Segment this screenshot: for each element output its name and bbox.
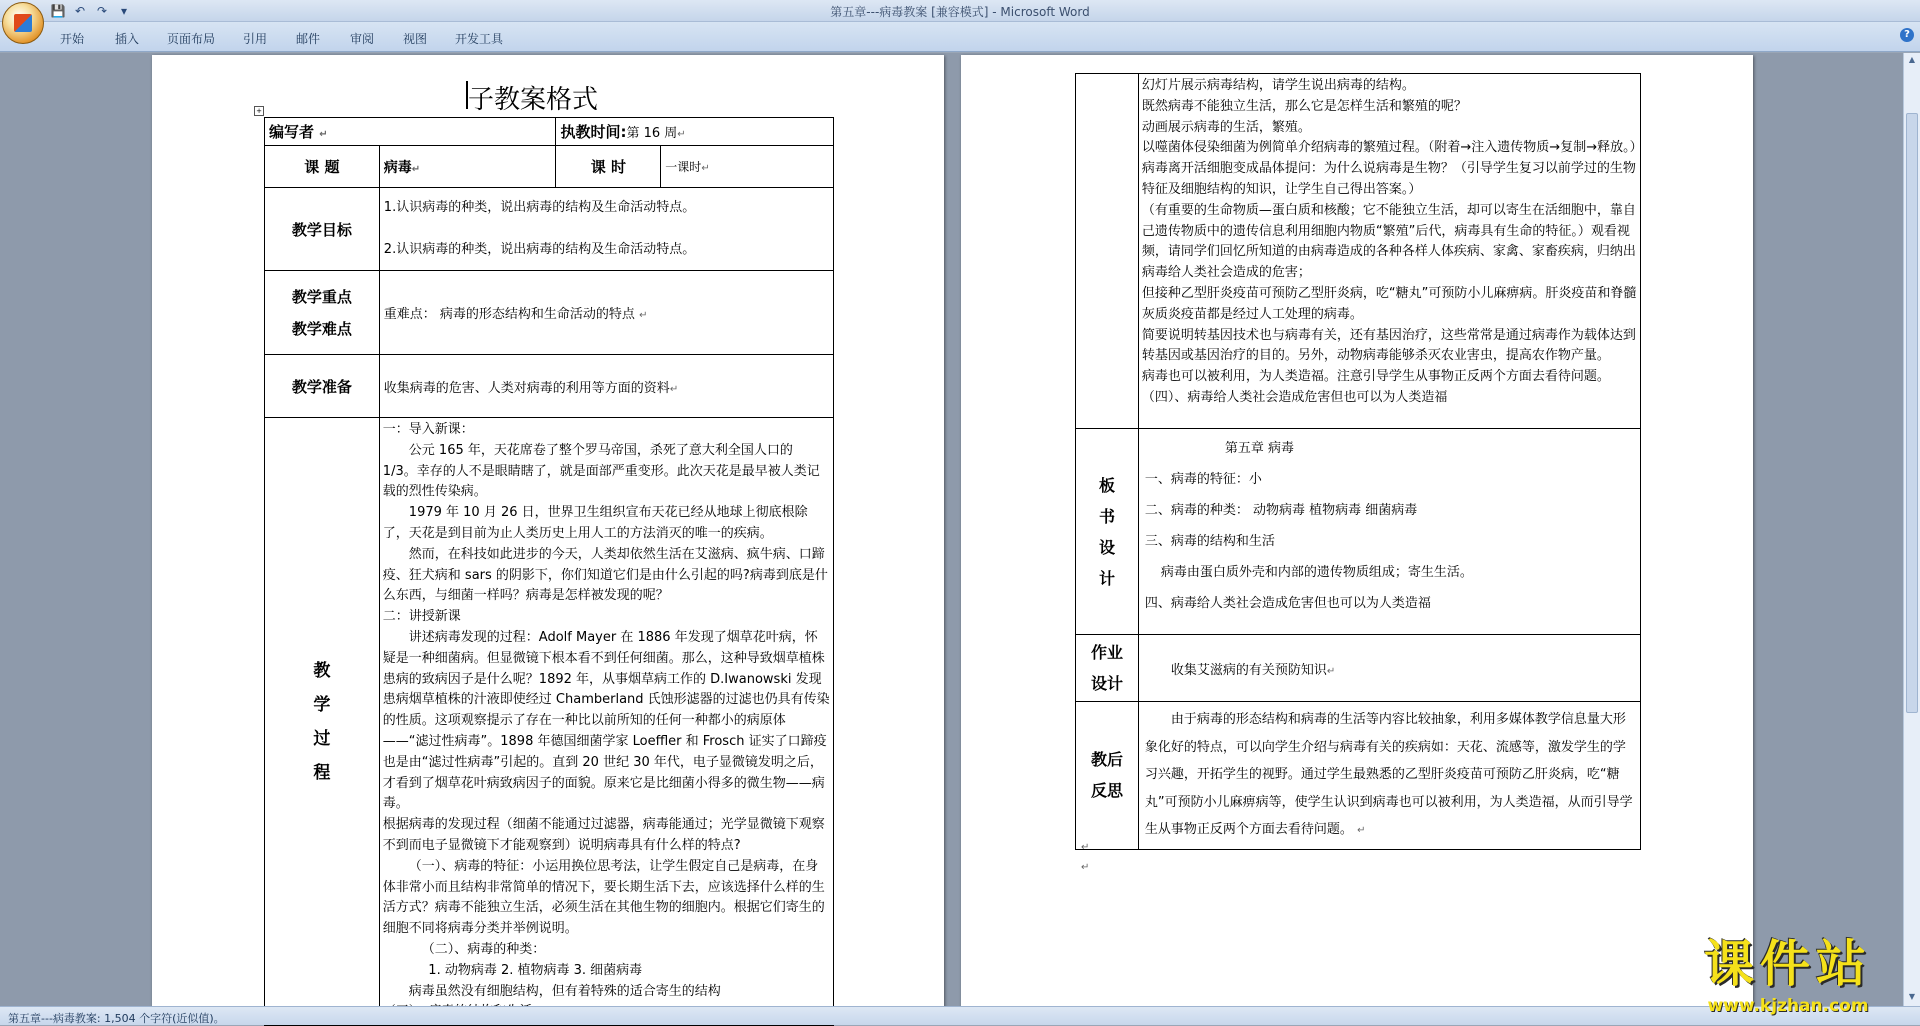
process-para: 1. 动物病毒 2. 植物病毒 3. 细菌病毒 bbox=[428, 962, 643, 978]
process-para: 根据病毒的发现过程（细菌不能通过过滤器，病毒能通过；光学显微镜下观察不到而电子显微镜下才能观察到）说明病毒具有什么样的特点? bbox=[382, 817, 825, 853]
process-para: （一）、病毒的特征：小运用换位思考法，让学生假定自己是病毒，在身体非常小而且结构非常简单的情况下，要长期生活下去，应该选择什么样的生活方式？病毒不能独立生活，必须生活在其他生物的细胞内。根据它们寄生的细胞不同将病毒分类并举例说明。 bbox=[382, 858, 825, 937]
tab-developer[interactable]: 开发工具 bbox=[455, 32, 504, 46]
process-para: （四）、病毒给人类社会造成危害但也可以为人类造福 bbox=[1141, 389, 1448, 405]
board-line: 二、病毒的种类： 动物病毒 植物病毒 细菌病毒 bbox=[1144, 503, 1418, 518]
process-para: 1979 年 10 月 26 日，世界卫生组织宣布天花已经从地球上彻底根除了，天花是到目前为止人类历史上用人工的方法消灭的唯一的疾病。 bbox=[382, 505, 808, 541]
key-value-cell: 重难点： 病毒的形态结构和生命活动的特点 ↵ bbox=[379, 271, 833, 355]
process-para: 既然病毒不能独立生活，那么它是怎样生活和繁殖的呢？ bbox=[1141, 98, 1467, 114]
watermark-url: www.kjzhan.com bbox=[1707, 996, 1869, 1016]
lesson-plan-table-continued bbox=[1075, 73, 1641, 850]
scrollbar-thumb[interactable] bbox=[1906, 113, 1918, 713]
prep-label: 教学准备 bbox=[265, 355, 380, 418]
status-bar bbox=[0, 1006, 1920, 1025]
paragraph-mark: ↵ bbox=[1081, 842, 1090, 853]
doc-title: 子教案格式 bbox=[468, 85, 599, 115]
paragraph-mark: ↵ bbox=[1081, 862, 1090, 873]
board-label-cell bbox=[1076, 429, 1139, 635]
process-para: 但接种乙型肝炎疫苗可预防乙型肝炎病，吃“糖丸”可预防小儿麻痹病。肝炎疫苗和脊髓灰质炎疫苗都是经过人工处理的病毒。 bbox=[1141, 285, 1637, 322]
key-value: 重难点： 病毒的形态结构和生命活动的特点 bbox=[383, 307, 635, 322]
document-page-2 bbox=[961, 55, 1753, 1010]
process-label-cell-cont bbox=[1076, 74, 1139, 429]
process-para: 病毒虽然没有细胞结构，但有着特殊的适合寄生的结构 bbox=[408, 983, 721, 999]
hours-value-cell: 一课时↵ bbox=[661, 146, 834, 188]
goal-label: 教学目标 bbox=[265, 188, 380, 271]
key-label-2: 教学难点 bbox=[291, 319, 352, 338]
tab-references[interactable]: 引用 bbox=[243, 32, 268, 46]
scroll-up-icon[interactable]: ▲ bbox=[1908, 55, 1916, 64]
process-para: 二：讲授新课 bbox=[382, 609, 461, 625]
reflection-value: 由于病毒的形态结构和病毒的生活等内容比较抽象，利用多媒体教学信息量大形象化好的特点，可以向学生介绍与病毒有关的疾病如：天花、流感等，激发学生的学习兴趣，开拓学生的视野。通过学生最熟悉的乙型肝炎疫苗可预防乙肝炎病，吃“糖丸”可预防小儿麻痹病等，使学生认识到病毒也可以被利用，为人类造福，从而引导学生从事物正反两个方面去看待问题。 bbox=[1144, 712, 1633, 837]
table-move-handle-icon[interactable]: + bbox=[254, 106, 264, 116]
board-line: 一、病毒的特征：小 bbox=[1144, 472, 1262, 487]
hours-value: 一课时 bbox=[665, 160, 702, 174]
redo-icon[interactable]: ↷ bbox=[96, 4, 108, 18]
goal-2: 2.认识病毒的种类，说出病毒的结构及生命活动特点。 bbox=[383, 242, 696, 257]
process-para: 一：导入新课： bbox=[382, 422, 474, 437]
board-line: 病毒由蛋白质外壳和内部的遗传物质组成；寄生生活。 bbox=[1160, 565, 1473, 580]
process-label-cell bbox=[265, 418, 380, 1026]
tab-insert[interactable]: 插入 bbox=[115, 32, 140, 46]
watermark-text: 课件站 bbox=[1704, 935, 1872, 993]
goal-1: 1.认识病毒的种类，说出病毒的结构及生命活动特点。 bbox=[383, 200, 696, 215]
reflection-cell: 由于病毒的形态结构和病毒的生活等内容比较抽象，利用多媒体教学信息量大形象化好的特点，可以向学生介绍与病毒有关的疾病如：天花、流感等，激发学生的学习兴趣，开拓学生的视野。通过学生最熟悉的乙型肝炎疫苗可预防乙肝炎病，吃“糖丸”可预防小儿麻痹病等，使学生认识到病毒也可以被利用，为人类造福，从而引导学生从事物正反两个方面去看待问题。 ↵ bbox=[1138, 702, 1640, 850]
topic-value-cell: 病毒↵ bbox=[379, 146, 556, 188]
key-label-cell bbox=[265, 271, 380, 355]
process-para: （有重要的生命物质—蛋白质和核酸；它不能独立生活，却可以寄生在活细胞中，靠自己遗传物质中的遗传信息利用细胞内物质“繁殖”后代，病毒具有生命的特征。）观看视频，请同学们回忆所知道的由病毒造成的各种各样人体疾病、家禽、家畜疾病，归纳出病毒给人类社会造成的危害； bbox=[1141, 202, 1636, 281]
key-label-1: 教学重点 bbox=[291, 287, 352, 306]
homework-label: 作业 设计 bbox=[1076, 635, 1139, 702]
board-label: 板 书 设 计 bbox=[1098, 475, 1115, 588]
process-content bbox=[379, 418, 833, 1026]
help-icon[interactable]: ? bbox=[1900, 28, 1914, 42]
board-content bbox=[1138, 429, 1640, 635]
prep-value: 收集病毒的危害、人类对病毒的利用等方面的资料 bbox=[383, 380, 670, 396]
document-page-1 bbox=[152, 55, 944, 1010]
board-line: 第五章 病毒 bbox=[1224, 441, 1295, 456]
time-value: 第 16 周 bbox=[626, 126, 678, 141]
lesson-plan-table bbox=[264, 117, 834, 1026]
save-icon[interactable]: 💾 bbox=[50, 4, 66, 18]
time-cell: 执教时间:第 16 周↵ bbox=[556, 118, 834, 146]
window-title: 第五章---病毒教案 [兼容模式] - Microsoft Word bbox=[830, 5, 1090, 19]
tab-home[interactable]: 开始 bbox=[60, 32, 85, 46]
process-para: 公元 165 年，天花席卷了整个罗马帝国，杀死了意大利全国人口的 1/3。幸存的人不是眼睛瞎了，就是面部严重变形。此次天花是最早被人类记载的烈性传染病。 bbox=[382, 442, 820, 500]
process-para: 动画展示病毒的生活，繁殖。 bbox=[1141, 119, 1311, 135]
process-para: （二）、病毒的种类： bbox=[421, 941, 546, 957]
hours-label: 课 时 bbox=[556, 146, 661, 188]
undo-icon[interactable]: ↶ bbox=[74, 4, 86, 18]
tab-review[interactable]: 审阅 bbox=[350, 32, 375, 46]
board-line: 四、病毒给人类社会造成危害但也可以为人类造福 bbox=[1144, 596, 1431, 611]
homework-value: 收集艾滋病的有关预防知识 bbox=[1170, 662, 1327, 678]
topic-value: 病毒 bbox=[383, 159, 412, 176]
process-para: 简要说明转基因技术也与病毒有关，还有基因治疗，这些常常是通过病毒作为载体达到转基因或基因治疗的目的。另外，动物病毒能够杀灭农业害虫，提高农作物产量。 bbox=[1141, 327, 1636, 364]
process-para: 讲述病毒发现的过程：Adolf Mayer 在 1886 年发现了烟草花叶病，怀疑是一种细菌病。但显微镜下根本看不到任何细菌。那么，这种导致烟草植株患病的致病因子是什么呢？1892 年，从事烟草病工作的 D.Iwanowski 发现患病烟草植株的汁液即使经过 Chamberland 氏蚀形滤器的过滤也仍具有传染的性质。这项观察提示了存在一种比以前所知的任何一种都小的病原体——“滤过性病毒”。1898 年德国细菌学家 Loeffler 和 Frosch 证实了口蹄疫也是由“滤过性病毒”引起的。直到 20 世纪 30 年代，电子显微镜发明之后，才看到了烟草花叶病致病因子的面貌。原来它是比细菌小得多的微生物——病毒。 bbox=[382, 629, 830, 812]
ribbon-tabs bbox=[0, 22, 1920, 52]
tab-page-layout[interactable]: 页面布局 bbox=[167, 32, 216, 46]
author-cell: 编写者 ↵ bbox=[265, 118, 556, 146]
word-count[interactable]: 第五章---病毒教案: 1,504 个字符(近似值)。 bbox=[8, 1012, 225, 1025]
board-line: 三、病毒的结构和生活 bbox=[1144, 534, 1275, 549]
kjzhan-watermark bbox=[1668, 924, 1908, 1016]
customize-qat-icon[interactable]: ▾ bbox=[120, 4, 128, 18]
topic-label: 课 题 bbox=[265, 146, 380, 188]
reflection-label: 教后 反思 bbox=[1076, 702, 1139, 850]
process-para: 以噬菌体侵染细菌为例简单介绍病毒的繁殖过程。（附着→注入遗传物质→复制→释放。）病毒离开活细胞变成晶体提问：为什么说病毒是生物？（引导学生复习以前学过的生物特征及细胞结构的知识，让学生自己得出答案。） bbox=[1141, 140, 1637, 197]
process-para: 然而，在科技如此进步的今天，人类却依然生活在艾滋病、疯牛病、口蹄疫、狂犬病和 sars 的阴影下，你们知道它们是由什么引起的吗?病毒到底是什么东西，与细菌一样吗？病毒是怎样被发现的呢？ bbox=[382, 546, 828, 604]
homework-cell: 收集艾滋病的有关预防知识↵ bbox=[1138, 635, 1640, 702]
tab-view[interactable]: 视图 bbox=[403, 32, 428, 46]
time-label: 执教时间: bbox=[560, 123, 627, 141]
scroll-down-icon[interactable]: ▼ bbox=[1908, 992, 1916, 1001]
goal-cell bbox=[379, 188, 833, 271]
process-label: 教 学 过 程 bbox=[313, 660, 331, 783]
office-logo-icon bbox=[14, 14, 32, 32]
office-button[interactable] bbox=[2, 2, 44, 44]
tab-mailings[interactable]: 邮件 bbox=[296, 32, 321, 46]
prep-value-cell: 收集病毒的危害、人类对病毒的利用等方面的资料↵ bbox=[379, 355, 833, 418]
process-para: 幻灯片展示病毒结构，请学生说出病毒的结构。 bbox=[1141, 78, 1415, 93]
vertical-scrollbar[interactable] bbox=[1903, 53, 1920, 1006]
process-content-cont bbox=[1138, 74, 1640, 429]
title-bar bbox=[0, 0, 1920, 22]
author-label: 编写者 bbox=[269, 123, 315, 141]
process-para: 病毒也可以被利用，为人类造福。注意引导学生从事物正反两个方面去看待问题。 bbox=[1141, 369, 1610, 385]
